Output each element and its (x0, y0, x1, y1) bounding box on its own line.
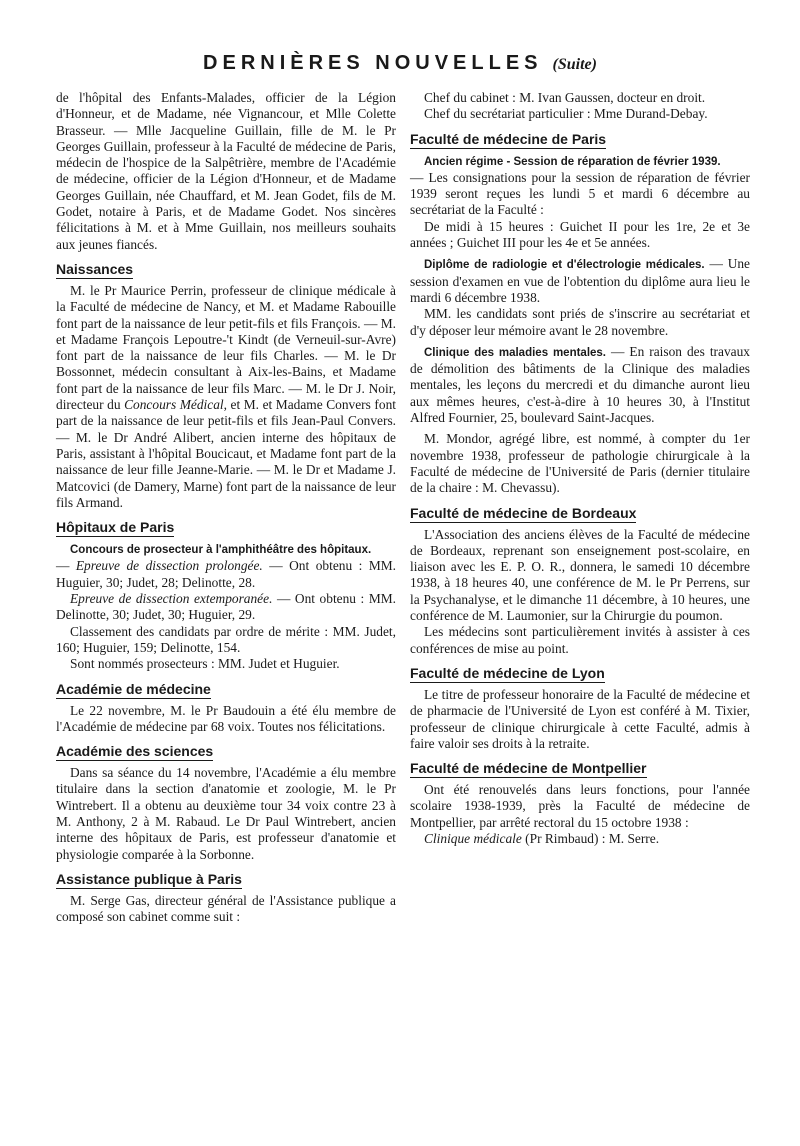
section-title: Académie de médecine (56, 680, 211, 697)
bordeaux-paragraph: L'Association des anciens élèves de la Faculté de médecine de Bordeaux, reprenant son enseignement post-scolaire, en liaison avec les E. P. O. R., donnera, le samedi 10 décembre 1938, à 18 heures 40, une conférence de M. le Pr Perrens, sur la Psychanalyse, et le dimanche 11 décembre, à 10 heures, une conférence de M. Laumonier, sur la Chirurgie du poumon. (410, 526, 750, 624)
section-hopitaux (56, 519, 396, 537)
academie-sciences-paragraph: Dans sa séance du 14 novembre, l'Académie a élu membre titulaire dans la section d'anatomie et zoologie, M. le Pr Wintrebert. Il a obtenu au deuxième tour 34 voix contre 23 à M. Anthony, 2 à M. Rabaud. Le Dr Paul Wintrebert, ancien interne des hôpitaux de Paris, est professeur d'anatomie et physiologie comparée à la Sorbonne. (56, 765, 396, 862)
section-title: Faculté de médecine de Bordeaux (410, 504, 637, 521)
section-academie-medecine (56, 681, 396, 699)
guichets-paragraph: De midi à 15 heures : Guichet II pour les 1re, 2e et 3e années ; Guichet III pour les 4e et 5e années. (410, 218, 750, 251)
cabinet-secretariat: Chef du secrétariat particulier : Mme Durand-Debay. (424, 106, 708, 122)
bordeaux-invitation: Les médecins sont particulièrement invités à assister à ces conférences de mise au point. (410, 624, 750, 656)
clinique-medicale-line: Clinique médicale (Pr Rimbaud) : M. Serre. (424, 830, 660, 846)
cabinet-chef: Chef du cabinet : M. Ivan Gaussen, docteur en droit. (424, 90, 706, 105)
page-header (0, 52, 800, 75)
section-title: Faculté de médecine de Paris (410, 130, 607, 147)
assistance-paragraph: M. Serge Gas, directeur général de l'Assistance publique a composé son cabinet comme suit : (56, 892, 396, 925)
candidats-paragraph: MM. les candidats sont priés de s'inscrire au secrétariat et d'y déposer leur mémoire avant le 28 novembre. (410, 306, 750, 338)
section-faculte-lyon (410, 665, 750, 683)
intro-paragraph: de l'hôpital des Enfants-Malades, officier de la Légion d'Honneur, et de Madame, née Vignancour, et Mlle Colette Brasseur. — Mlle Jacqueline Guillain, fille de M. le Pr Georges Guillain, professeur à la Faculté de médecine de Paris, médecin de l'hospice de la Salpêtrière, membre de l'Académie de médecine, officier de la Légion d'Honneur, et de Madame Georges Guillain, née Chauffard, et M. Jean Godet, fils de M. Godet, notaire à Paris, et de Madame Godet. Nos sincères félicitations à M. et à Mme Guillain, nos meilleurs souhaits aux jeunes fiancés. (56, 90, 396, 252)
classement-paragraph: Classement des candidats par ordre de mérite : MM. Judet, 160; Huguier, 159; Delinotte, 154. (56, 623, 396, 655)
section-title: Hôpitaux de Paris (56, 519, 175, 536)
section-title: Assistance publique à Paris (56, 870, 242, 887)
page-title-suffix: (Suite) (552, 56, 597, 73)
nommes-paragraph: Sont nommés prosecteurs : MM. Judet et Huguier. (70, 656, 340, 672)
section-title: Académie des sciences (56, 743, 214, 760)
consignations-paragraph: — Les consignations pour la session de réparation de février 1939 seront reçues les lundi 5 et mardi 6 décembre au secrétariat de la Faculté : (410, 169, 750, 218)
section-faculte-bordeaux (410, 505, 750, 523)
section-title: Faculté de médecine de Montpellier (410, 760, 647, 777)
section-assistance-publique (56, 871, 396, 889)
section-title: Faculté de médecine de Lyon (410, 664, 605, 681)
epreuve-prolongee: — Epreuve de dissection prolongée. — Ont obtenu : MM. Huguier, 30; Judet, 28; Delinotte, 28. (56, 558, 396, 590)
naissances-paragraph (56, 283, 396, 511)
hopitaux-subtitle: Concours de prosecteur à l'amphithéâtre des hôpitaux. (70, 544, 372, 557)
section-faculte-montpellier (410, 760, 750, 778)
lyon-paragraph: Le titre de professeur honoraire de la Faculté de médecine et de pharmacie de l'Université de Lyon est conféré à M. Tixier, professeur de clinique chirurgicale à cette Faculté, admis à faire valoir ses droits à la retraite. (410, 686, 750, 751)
left-column (56, 90, 396, 925)
mondor-paragraph: M. Mondor, agrégé libre, est nommé, à compter du 1er novembre 1938, professeur de pathologie chirurgicale à la Faculté de médecine de l'Université de Paris (dernier titulaire de la chaire : M. Chevassu). (410, 431, 750, 496)
naissances-text-b: , et M. et Madame Convers font part de la naissance de leur petit-fils et fils Jean-Paul Convers. — M. le Dr André Alibert, ancien interne des hôpitaux de Paris, assistant à l'hôpital Boucicaut, et Madame font part de la naissance de leur fille Jeanne-Marie. — M. le Dr et Madame J. Matcovici (de Damery, Marne) font part de la naissance de leur fils Armand. (56, 397, 396, 510)
academie-medecine-paragraph: Le 22 novembre, M. le Pr Baudouin a été élu membre de l'Académie de médecine par 68 voix. Toutes nos félicitations. (56, 702, 396, 734)
ancien-regime-subtitle: Ancien régime - Session de réparation de février 1939. (424, 155, 721, 168)
section-naissances (56, 261, 396, 279)
journal-name: Concours Médical (124, 397, 224, 413)
section-academie-sciences (56, 743, 396, 761)
section-title: Naissances (56, 260, 134, 277)
clinique-paragraph: Clinique des maladies mentales. — En raison des travaux de démolition des bâtiments de la Clinique des maladies mentales, les leçons du mercredi et du dimanche auront lieu aux mêmes heures, c'est-à-dire à 10 heures 30, à l'Institut Alfred Fournier, 25, boulevard Saint-Jacques. (410, 343, 750, 426)
diplome-paragraph: Diplôme de radiologie et d'électrologie médicales. — Une session d'examen en vue de l'obtention du diplôme aura lieu le mardi 6 décembre 1938. (410, 256, 750, 305)
page-title: DERNIÈRES NOUVELLES (203, 52, 543, 74)
naissances-text-a: M. le Pr Maurice Perrin, professeur de clinique médicale à la Faculté de médecine de Nancy, et M. et Madame Rabouille font part de la naissance de leur petit-fils et fils François. — M. et Madame François Lepoutre-'t Kindt (de Verneuil-sur-Avre) font part de la naissance de leur fils Charles. — M. le Dr Bossonnet, médecin consultant à Aix-les-Bains, et Madame font part de la naissance de leur fils Marc. — M. le Dr J. Noir, directeur du (56, 282, 396, 413)
right-column (410, 90, 750, 847)
section-faculte-paris (410, 131, 750, 149)
epreuve-extemporanee: Epreuve de dissection extemporanée. — Ont obtenu : MM. Delinotte, 30; Judet, 30; Huguier, 29. (56, 591, 396, 623)
montpellier-paragraph: Ont été renouvelés dans leurs fonctions, pour l'année scolaire 1938-1939, près la Faculté de médecine de Montpellier, par arrêté rectoral du 15 octobre 1938 : (410, 782, 750, 830)
